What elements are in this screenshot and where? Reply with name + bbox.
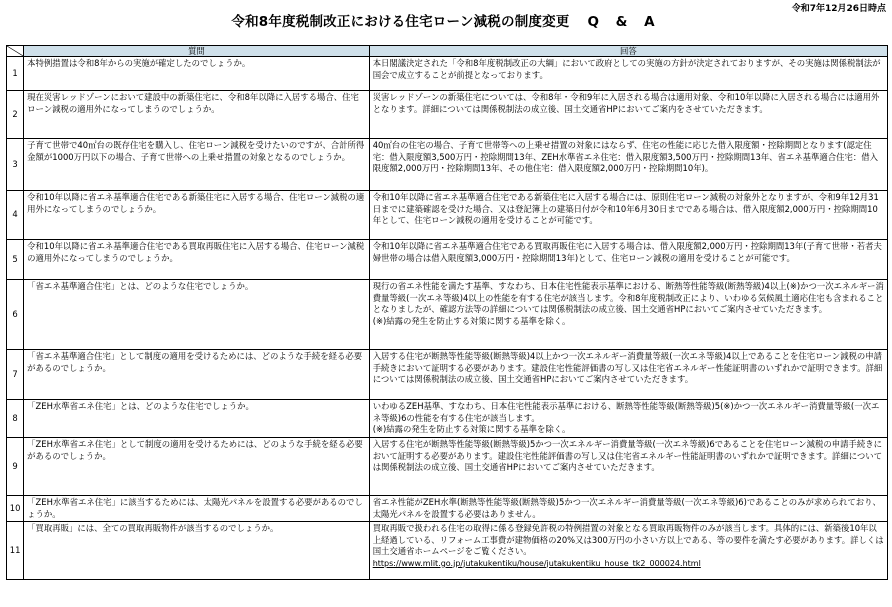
row-number: 3 <box>7 139 24 191</box>
question-cell: 現在災害レッドゾーンにおいて建設中の新築住宅に、令和8年以降に入居する場合、住宅ローン減税の適用外になってしまうのでしょうか。 <box>24 91 370 139</box>
row-number: 11 <box>7 522 24 580</box>
question-cell: 「省エネ基準適合住宅」とは、どのような住宅でしょうか。 <box>24 280 370 350</box>
header-answer: 回答 <box>369 46 887 57</box>
question-cell: 「ZEH水準省エネ住宅」として制度の適用を受けるためには、どのような手続を経る必要があるのでしょうか。 <box>24 438 370 496</box>
answer-cell: 入居する住宅が断熱等性能等級(断熱等級)4以上かつ一次エネルギー消費量等級(一次エネ等級)4以上であることを住宅ローン減税の申請手続きにおいて証明する必要があります。建設住宅性能評価書の写し又は住宅省エネルギー性能証明書のいずれかで証明できます。詳細については関係税制法の成立後、国土交通省HPにおいてご案内させていただきます。 <box>369 350 887 400</box>
answer-cell: 令和10年以降に省エネ基準適合住宅である買取再販住宅に入居する場合は、借入限度額2,000万円・控除期間13年(子育て世帯・若者夫婦世帯の場合は借入限度額3,000万円・控除期間13年)として、住宅ローン減税の適用を受けることが可能です。 <box>369 240 887 280</box>
answer-cell: 現行の省エネ性能を満たす基準、すなわち、日本住宅性能表示基準における、断熱等性能等級(断熱等級)4以上(※)かつ一次エネルギー消費量等級(一次エネ等級)4以上の性能を有する住宅が該当します。令和8年度税制改正により、いわゆる気候風土適応住宅も含まれることとなりましたが、確認方法等の詳細については関係税制法の成立後、国土交通省HPにおいてご案内させていただきます。 (※)結露の発生を防止する対策に関する基準を除く。 <box>369 280 887 350</box>
row-number: 6 <box>7 280 24 350</box>
mlit-link[interactable]: https://www.mlit.go.jp/jutakukentiku/house/jutakukentiku_house_tk2_000024.html <box>372 558 701 568</box>
question-cell: 本特例措置は令和8年からの実施が確定したのでしょうか。 <box>24 57 370 91</box>
table-row <box>7 91 888 139</box>
question-cell: 「ZEH水準省エネ住宅」に該当するためには、太陽光パネルを設置する必要があるのでしょうか。 <box>24 496 370 522</box>
row-number: 9 <box>7 438 24 496</box>
row-number: 8 <box>7 400 24 438</box>
page-title <box>0 10 892 30</box>
answer-cell: 入居する住宅が断熱等性能等級(断熱等級)5かつ一次エネルギー消費量等級(一次エネ等級)6であることを住宅ローン減税の申請手続きにおいて証明する必要があります。建設住宅性能評価書の写し又は住宅省エネルギー性能証明書のいずれかで証明できます。詳細については関係税制法の成立後、国土交通省HPにおいてご案内させていただきます。 <box>369 438 887 496</box>
table-row <box>7 522 888 580</box>
question-cell: 子育て世帯で40㎡台の既存住宅を購入し、住宅ローン減税を受けたいのですが、合計所得金額が1000万円以下の場合、子育て世帯への上乗せ措置の対象となるのでしょうか。 <box>24 139 370 191</box>
table-row <box>7 438 888 496</box>
header-corner-cell <box>7 46 24 57</box>
row-number: 4 <box>7 191 24 240</box>
qa-table <box>6 45 888 580</box>
row-number: 2 <box>7 91 24 139</box>
as-of-date: 令和7年12月26日時点 <box>791 4 886 14</box>
table-row <box>7 350 888 400</box>
table-row <box>7 191 888 240</box>
table-row <box>7 280 888 350</box>
question-cell: 「ZEH水準省エネ住宅」とは、どのような住宅でしょうか。 <box>24 400 370 438</box>
answer-cell <box>369 522 887 580</box>
question-cell: 「省エネ基準適合住宅」として制度の適用を受けるためには、どのような手続を経る必要があるのでしょうか。 <box>24 350 370 400</box>
answer-cell: 令和10年以降に省エネ基準適合住宅である新築住宅に入居する場合には、原則住宅ローン減税の対象外となりますが、令和9年12月31日までに建築確認を受けた場合、又は登記簿上の建築日付が令和10年6月30日までである場合は、借入限度額2,000万円・控除期間10年として、住宅ローン減税の適用を受けることが可能です。 <box>369 191 887 240</box>
answer-cell: 災害レッドゾーンの新築住宅については、令和8年・令和9年に入居される場合は適用対象、令和10年以降に入居される場合には適用外となります。詳細については関係税制法の成立後、国土交通省HPにおいてご案内をさせていただきます。 <box>369 91 887 139</box>
question-cell: 令和10年以降に省エネ基準適合住宅である買取再販住宅に入居する場合、住宅ローン減税の適用外になってしまうのでしょうか。 <box>24 240 370 280</box>
title-qa: Q & A <box>587 14 661 30</box>
row-number: 7 <box>7 350 24 400</box>
row-number: 10 <box>7 496 24 522</box>
answer-cell: 省エネ性能がZEH水準(断熱等性能等級(断熱等級)5かつ一次エネルギー消費量等級(一次エネ等級)6)であることのみが求められており、太陽光パネルを設置する必要はありません。 <box>369 496 887 522</box>
row-number: 1 <box>7 57 24 91</box>
header-question: 質問 <box>24 46 370 57</box>
table-row <box>7 139 888 191</box>
answer-cell: 本日閣議決定された「令和8年度税制改正の大綱」において政府としての実施の方針が決定されておりますが、その実施は関係税制法が国会で成立することが前提となっております。 <box>369 57 887 91</box>
answer-text: 買取再販で扱われる住宅の取得に係る登録免許税の特例措置の対象となる買取再販物件のみが該当します。具体的には、新築後10年以上経過している、リフォーム工事費が建物価格の20%又は300万円の小さい方以上である、等の要件を満たす必要があります。詳しくは国土交通省ホームページをご覧ください。 <box>372 523 884 556</box>
table-header-row <box>7 46 888 57</box>
question-cell: 「買取再販」には、全ての買取再販物件が該当するのでしょうか。 <box>24 522 370 580</box>
table-row <box>7 400 888 438</box>
answer-cell: 40㎡台の住宅の場合、子育て世帯等への上乗せ措置の対象にはならず、住宅の性能に応じた借入限度額・控除期間となります(認定住宅：借入限度額3,500万円・控除期間13年、ZEH水準省エネ住宅：借入限度額3,500万円・控除期間13年、省エネ基準適合住宅：借入限度額2,000万円・控除期間13年、その他住宅：借入限度額2,000万円・控除期間10年)。 <box>369 139 887 191</box>
table-row <box>7 496 888 522</box>
row-number: 5 <box>7 240 24 280</box>
diagonal-line <box>7 46 23 56</box>
table-row <box>7 57 888 91</box>
title-main: 令和8年度税制改正における住宅ローン減税の制度変更 <box>231 14 570 30</box>
question-cell: 令和10年以降に省エネ基準適合住宅である新築住宅に入居する場合、住宅ローン減税の適用外になってしまうのでしょうか。 <box>24 191 370 240</box>
answer-cell: いわゆるZEH基準、すなわち、日本住宅性能表示基準における、断熱等性能等級(断熱等級)5(※)かつ一次エネルギー消費量等級(一次エネ等級)6の性能を有する住宅が該当します。 (※)結露の発生を防止する対策に関する基準を除く。 <box>369 400 887 438</box>
table-row <box>7 240 888 280</box>
